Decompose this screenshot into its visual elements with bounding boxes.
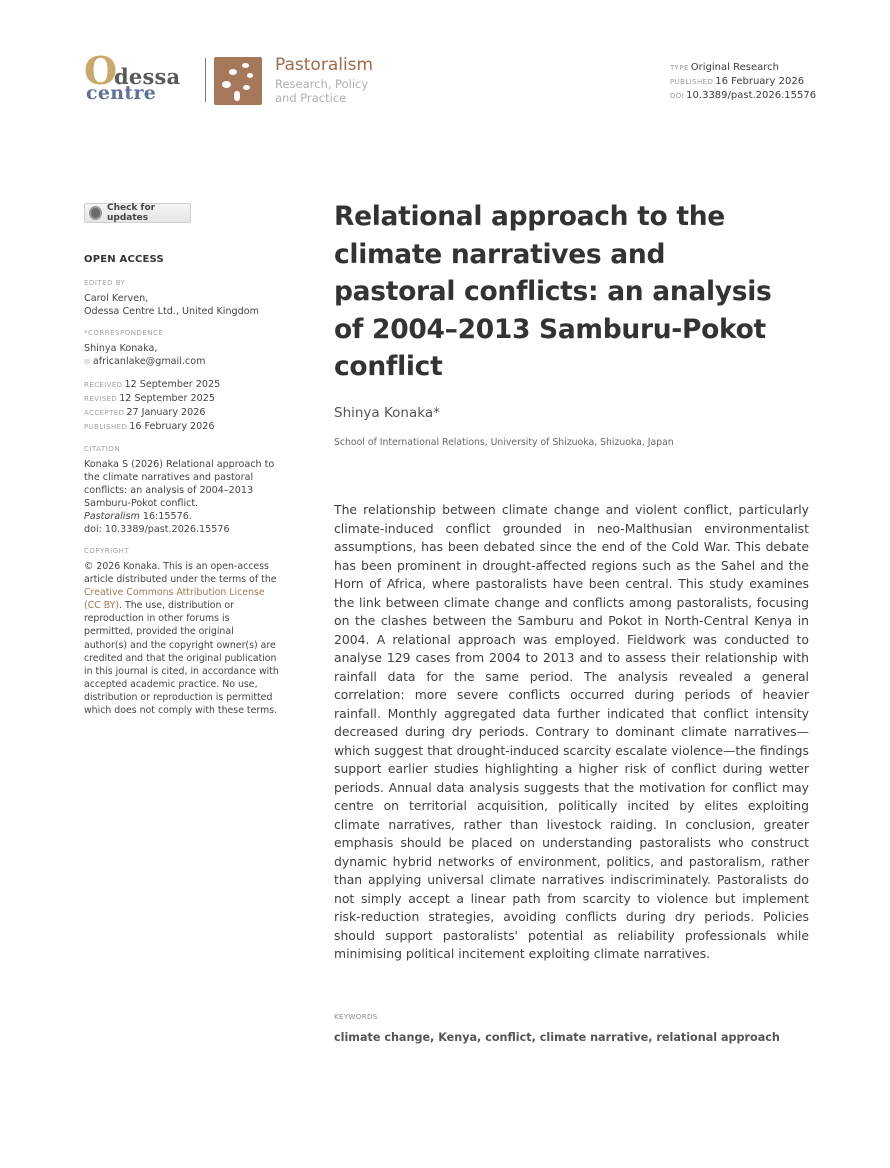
logo-word: dessa xyxy=(114,64,181,89)
meta-doi[interactable]: DOI 10.3389/past.2026.15576 xyxy=(670,90,817,101)
correspondence-email[interactable]: africanlake@gmail.com xyxy=(92,356,206,367)
copyright-label: COPYRIGHT xyxy=(84,547,130,555)
editor-name: Carol Kerven, xyxy=(84,293,149,304)
date-published: PUBLISHED 16 February 2026 xyxy=(84,421,215,432)
date-accepted: ACCEPTED 27 January 2026 xyxy=(84,407,206,418)
odessa-centre-logo xyxy=(84,48,204,106)
dates-section xyxy=(84,378,279,434)
copyright-text: © 2026 Konaka. This is an open-access article distributed under the terms of the Creative Commons Attribution License (CC BY). The use, distribution or reproduction in other forums is permitted, provided the original author(s) and the copyright owner(s) are credited and that the original publication in this journal is cited, in accordance with accepted academic practice. No use, distribution or reproduction is permitted which does not comply with these terms. xyxy=(84,561,279,717)
check-for-updates-label: Check for updates xyxy=(106,203,156,223)
correspondence-section xyxy=(84,327,279,369)
date-revised: REVISED 12 September 2025 xyxy=(84,393,215,404)
editor-affiliation: Odessa Centre Ltd., United Kingdom xyxy=(84,306,259,317)
date-received: RECEIVED 12 September 2025 xyxy=(84,379,221,390)
mail-icon: ✉ xyxy=(84,358,90,366)
journal-subtitle xyxy=(275,77,368,105)
correspondence-label: *CORRESPONDENCE xyxy=(84,329,164,337)
edited-by-section xyxy=(84,277,279,318)
check-for-updates-button[interactable] xyxy=(84,203,191,223)
author-name: Shinya Konaka* xyxy=(334,405,440,421)
citation-doi[interactable]: doi: 10.3389/past.2026.15576 xyxy=(84,524,230,535)
article-meta xyxy=(670,61,816,103)
keywords-label: KEYWORDS xyxy=(334,1013,378,1021)
journal-subtitle-line1: Research, Policy xyxy=(275,77,369,91)
logo-centre: centre xyxy=(86,82,157,104)
correspondence-email-row xyxy=(84,355,279,369)
journal-subtitle-line2: and Practice xyxy=(275,91,347,105)
meta-published: PUBLISHED 16 February 2026 xyxy=(670,76,805,87)
crossmark-icon xyxy=(89,206,102,220)
citation-journal: Pastoralism xyxy=(84,511,140,522)
logo-divider xyxy=(205,58,206,102)
citation-volume: 16:15576. xyxy=(139,511,192,522)
footprints-icon xyxy=(214,57,262,105)
citation-label: CITATION xyxy=(84,445,121,453)
author-affiliation: School of International Relations, University of Shizuoka, Shizuoka, Japan xyxy=(334,437,674,448)
meta-type: TYPE Original Research xyxy=(670,62,779,73)
open-access-label: OPEN ACCESS xyxy=(84,254,164,265)
citation-section xyxy=(84,443,279,536)
keywords: climate change, Kenya, conflict, climate narrative, relational approach xyxy=(334,1031,780,1044)
sidebar xyxy=(84,253,279,726)
abstract: The relationship between climate change and violent conflict, particularly climate-induced conflict grounded in neo-Malthusian environmentalist assumptions, has been debated since the end of the Cold War. This debate has been prominent in drought-affected regions such as the Sahel and the Horn of Africa, where pastoralists have been central. This study examines the link between climate change and conflicts among pastoralists, focusing on the clashes between the Samburu and Pokot in North-Central Kenya in 2004. A relational approach was employed. Fieldwork was conducted to analyse 129 cases from 2004 to 2013 and to assess their relationship with rainfall data for the same period. The analysis revealed a general correlation: more severe conflicts occurred during periods of heavier rainfall. Monthly aggregated data further indicated that conflict intensity decreased during dry periods. Contrary to dominant climate narratives—which suggest that drought-induced scarcity escalate violence—the findings support earlier studies highlighting a higher risk of conflict during wetter periods. Annual data analysis suggests that the motivation for conflict may centre on territorial acquisition, politically incited by elites exploiting climate narratives, rather than livestock raiding. In conclusion, greater emphasis should be placed on understanding pastoralists who construct dynamic hybrid networks of environment, politics, and pastoralism, rather than applying universal climate narratives indiscriminately. Pastoralists do not simply accept a linear path from scarcity to violence but implement risk-reduction strategies, avoiding conflicts during dry periods. Policies should support pastoralists' potential as reliability professionals while minimising political incitement exploiting climate narratives. xyxy=(334,502,809,961)
citation-text: Konaka S (2026) Relational approach to the climate narratives and pastoral conflicts: an analysis of 2004–2013 Samburu-Pokot conflict. Pastoralism 16:15576. doi: 10.3389/past.2026.15576 xyxy=(84,459,275,535)
journal-name: Pastoralism xyxy=(275,55,374,75)
cc-license-link[interactable]: Creative Commons Attribution License (CC BY) xyxy=(84,587,265,612)
edited-by-label: EDITED BY xyxy=(84,279,126,287)
logo-initial: O xyxy=(84,48,118,93)
article-title: Relational approach to the climate narratives and pastoral conflicts: an analysis of 2004–2013 Samburu-Pokot conflict xyxy=(334,201,772,382)
correspondence-name: Shinya Konaka, xyxy=(84,343,158,354)
copyright-section xyxy=(84,545,279,717)
